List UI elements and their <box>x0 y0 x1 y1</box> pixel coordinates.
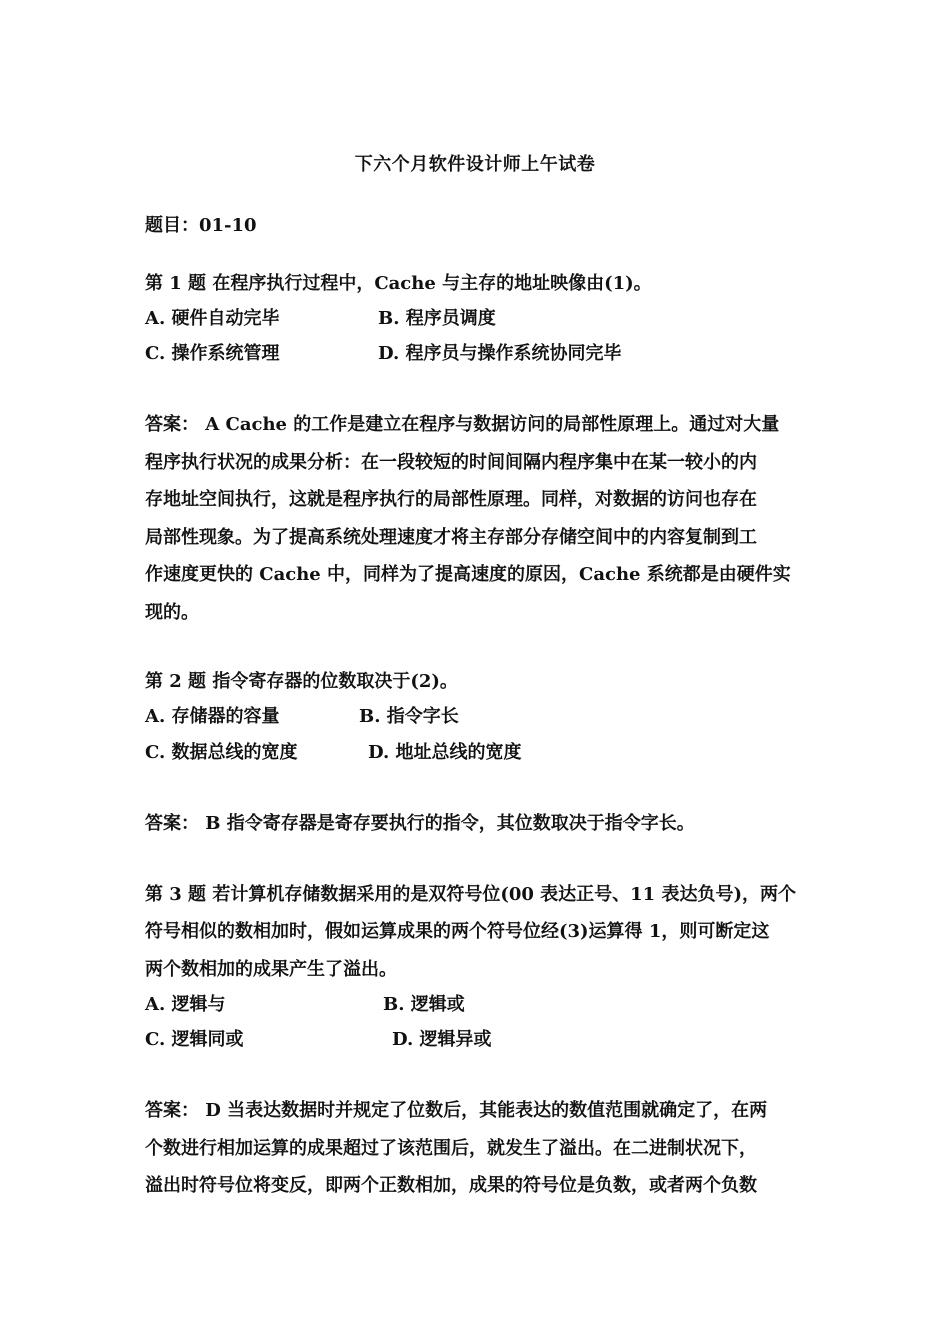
q2-option-c: C. 数据总线的宽度 <box>145 742 298 763</box>
q3-stem-line: 第 3 题 若计算机存储数据采用的是双符号位(00 表达正号、11 表达负号)，两个 <box>145 884 796 905</box>
q1-answer-line: 局部性现象。为了提高系统处理速度才将主存部分存储空间中的内容复制到工 <box>145 527 757 548</box>
q3-option-d: D. 逻辑异或 <box>392 1029 492 1050</box>
q3-option-c: C. 逻辑同或 <box>145 1029 244 1050</box>
q1-answer-line: 作速度更快的 Cache 中，同样为了提高速度的原因，Cache 系统都是由硬件实 <box>145 564 791 585</box>
q3-answer-line: 答案： D 当表达数据时并规定了位数后，其能表达的数值范围就确定了，在两 <box>145 1100 768 1121</box>
q3-option-b: B. 逻辑或 <box>383 994 465 1015</box>
q1-answer-line: 现的。 <box>145 602 199 623</box>
q1-option-b: B. 程序员调度 <box>378 308 496 329</box>
q3-stem-line: 符号相似的数相加时，假如运算成果的两个符号位经(3)运算得 1，则可断定这 <box>145 921 770 942</box>
q2-option-d: D. 地址总线的宽度 <box>368 742 522 763</box>
q1-option-c: C. 操作系统管理 <box>145 343 280 364</box>
q1-answer-line: 程序执行状况的成果分析：在一段较短的时间间隔内程序集中在某一较小的内 <box>145 452 757 473</box>
page-title: 下六个月软件设计师上午试卷 <box>354 154 596 175</box>
section-heading: 题目：01-10 <box>145 215 257 236</box>
q2-stem: 第 2 题 指令寄存器的位数取决于(2)。 <box>145 671 458 692</box>
q1-answer-line: 存地址空间执行，这就是程序执行的局部性原理。同样，对数据的访问也存在 <box>145 489 757 510</box>
q3-answer-line: 个数进行相加运算的成果超过了该范围后，就发生了溢出。在二进制状况下， <box>145 1138 757 1159</box>
q1-stem: 第 1 题 在程序执行过程中，Cache 与主存的地址映像由(1)。 <box>145 273 652 294</box>
q1-option-a: A. 硬件自动完毕 <box>145 308 280 329</box>
q2-answer-line: 答案： B 指令寄存器是寄存要执行的指令，其位数取决于指令字长。 <box>145 813 695 834</box>
q3-answer-line: 溢出时符号位将变反，即两个正数相加，成果的符号位是负数，或者两个负数 <box>145 1175 757 1196</box>
q1-option-d: D. 程序员与操作系统协同完毕 <box>378 343 622 364</box>
q3-stem-line: 两个数相加的成果产生了溢出。 <box>145 959 397 980</box>
q2-option-a: A. 存储器的容量 <box>145 706 280 727</box>
q1-answer-line: 答案： A Cache 的工作是建立在程序与数据访问的局部性原理上。通过对大量 <box>145 414 780 435</box>
q3-option-a: A. 逻辑与 <box>145 994 226 1015</box>
q2-option-b: B. 指令字长 <box>359 706 459 727</box>
